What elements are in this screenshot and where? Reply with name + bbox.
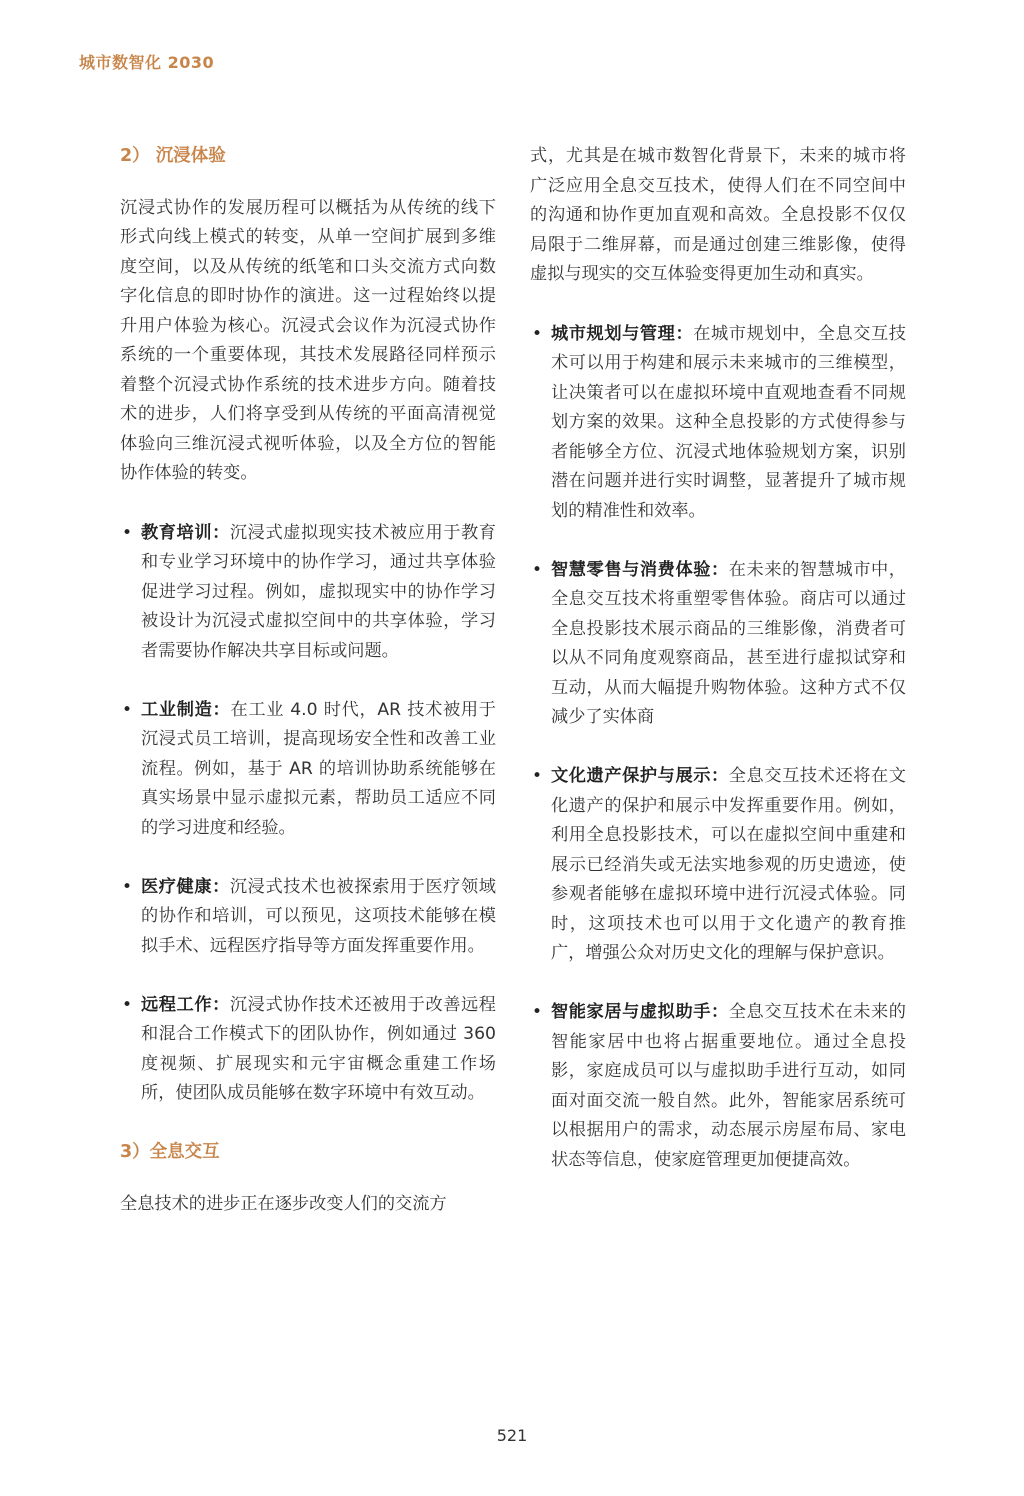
bullet-dot: • — [532, 1002, 543, 1022]
running-header: 城市数智化 2030 — [79, 53, 215, 72]
bullet-text: 沉浸式协作技术还被用于改善远程和混合工作模式下的团队协作，例如通过 360 度视频、扩展现实和元宇宙概念重建工作场所，使团队成员能够在数字环境中有效互动。 — [141, 994, 496, 1103]
bullet-dot: • — [122, 522, 133, 543]
bullet-lead: 城市规划与管理： — [551, 323, 694, 344]
section3-intro-paragraph: 全息技术的进步正在逐步改变人们的交流方 — [120, 1193, 447, 1214]
bullet-lead: 远程工作： — [141, 994, 230, 1015]
bullet-dot: • — [532, 323, 543, 344]
bullet-item — [120, 519, 496, 667]
bullet-text: 在未来的智慧城市中，全息交互技术将重塑零售体验。商店可以通过全息投影技术展示商品的三维影像，消费者可以从不同角度观察商品，甚至进行虚拟试穿和互动，从而大幅提升购物体验。这种方式不仅减少了实体商 — [551, 559, 906, 727]
bullet-item — [120, 696, 496, 844]
page-number: 521 — [496, 1426, 528, 1445]
bullet-item — [120, 873, 496, 962]
bullet-text: 沉浸式技术也被探索用于医疗领域的协作和培训，可以预见，这项技术能够在模拟手术、远程医疗指导等方面发挥重要作用。 — [141, 876, 496, 956]
bullet-lead: 教育培训： — [141, 522, 230, 543]
bullet-item — [120, 991, 496, 1109]
bullet-item — [530, 556, 906, 733]
bullet-text: 沉浸式虚拟现实技术被应用于教育和专业学习环境中的协作学习，通过共享体验促进学习过程。例如，虚拟现实中的协作学习被设计为沉浸式虚拟空间中的共享体验，学习者需要协作解决共享目标或问题。 — [141, 522, 496, 661]
bullet-dot: • — [532, 559, 543, 580]
continuation-paragraph: 式，尤其是在城市数智化背景下，未来的城市将广泛应用全息交互技术，使得人们在不同空间中的沟通和协作更加直观和高效。全息投影不仅仅局限于二维屏幕，而是通过创建三维影像，使得虚拟与现实的交互体验变得更加生动和真实。 — [530, 146, 906, 284]
bullet-dot: • — [122, 699, 133, 720]
bullet-text: 在工业 4.0 时代，AR 技术被用于沉浸式员工培训，提高现场安全性和改善工业流程。例如，基于 AR 的培训协助系统能够在真实场景中显示虚拟元素，帮助员工适应不同的学习进度和经验。 — [141, 699, 496, 838]
bullet-text: 全息交互技术还将在文化遗产的保护和展示中发挥重要作用。例如，利用全息投影技术，可以在虚拟空间中重建和展示已经消失或无法实地参观的历史遗迹，使参观者能够在虚拟环境中进行沉浸式体验。同时，这项技术也可以用于文化遗产的教育推广，增强公众对历史文化的理解与保护意识。 — [551, 766, 906, 963]
left-column — [120, 142, 496, 1219]
bullet-item — [530, 320, 906, 527]
right-column — [530, 142, 906, 1205]
section-heading-holographic-interaction: 3）全息交互 — [120, 1142, 220, 1162]
bullet-dot: • — [122, 876, 133, 897]
bullet-text: 全息交互技术在未来的智能家居中也将占据重要地位。通过全息投影，家庭成员可以与虚拟助手进行互动，如同面对面交流一般自然。此外，智能家居系统可以根据用户的需求，动态展示房屋布局、家电状态等信息，使家庭管理更加便捷高效。 — [551, 1002, 906, 1170]
bullet-lead: 文化遗产保护与展示： — [551, 766, 729, 786]
bullet-lead: 智慧零售与消费体验： — [551, 559, 729, 580]
bullet-dot: • — [122, 994, 133, 1015]
bullet-dot: • — [532, 766, 543, 786]
bullet-item — [530, 998, 906, 1175]
bullet-text: 在城市规划中，全息交互技术可以用于构建和展示未来城市的三维模型，让决策者可以在虚拟环境中直观地查看不同规划方案的效果。这种全息投影的方式使得参与者能够全方位、沉浸式地体验规划方案，识别潜在问题并进行实时调整，显著提升了城市规划的精准性和效率。 — [551, 323, 906, 521]
intro-paragraph: 沉浸式协作的发展历程可以概括为从传统的线下形式向线上模式的转变，从单一空间扩展到多维度空间，以及从传统的纸笔和口头交流方式向数字化信息的即时协作的演进。这一过程始终以提升用户体验为核心。沉浸式会议作为沉浸式协作系统的一个重要体现，其技术发展路径同样预示着整个沉浸式协作系统的技术进步方向。随着技术的进步，人们将享受到从传统的平面高清视觉体验向三维沉浸式视听体验，以及全方位的智能协作体验的转变。 — [120, 197, 496, 483]
bullet-lead: 智能家居与虚拟助手： — [551, 1002, 729, 1022]
bullet-item — [530, 762, 906, 969]
bullet-lead: 医疗健康： — [141, 876, 230, 897]
bullet-lead: 工业制造： — [141, 699, 231, 720]
section-heading-immersive-experience: 2） 沉浸体验 — [120, 146, 226, 166]
